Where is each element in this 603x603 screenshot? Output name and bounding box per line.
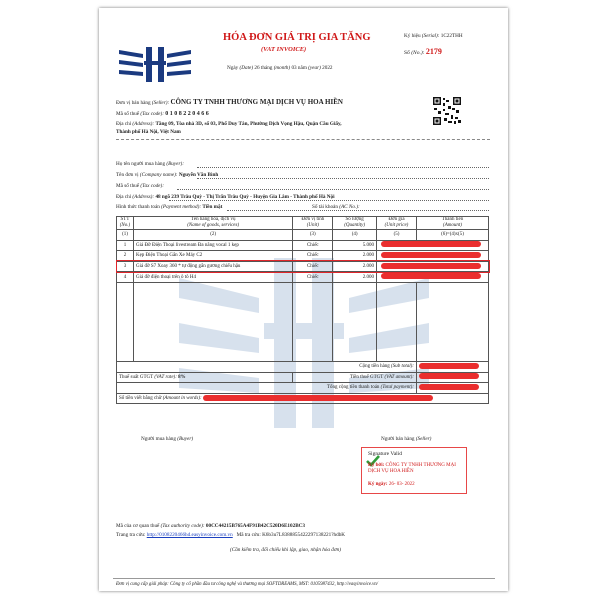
row-no: 2 bbox=[117, 251, 134, 262]
row-qty: 2.000 bbox=[333, 251, 377, 262]
subtotal-label: Cộng tiền hàng (Sub total): bbox=[117, 361, 417, 372]
lookup-site-link[interactable]: http://0108220466hd.easyinvoice.com.vn bbox=[146, 532, 233, 538]
row-no: 1 bbox=[117, 240, 134, 251]
invoice-page bbox=[99, 8, 508, 591]
vat-row bbox=[117, 372, 489, 383]
header-name: Tên hàng hóa, dịch vụ (Name of goods, services) bbox=[133, 217, 292, 230]
qr-code bbox=[432, 96, 462, 126]
redacted-vat bbox=[416, 372, 488, 383]
lookup-note: (Cần kiểm tra, đối chiếu khi lập, giao, nhận hóa đơn) bbox=[230, 547, 341, 553]
seller-address-line2: Thành phố Hà Nội, Việt Nam bbox=[116, 129, 181, 135]
items-table bbox=[116, 216, 489, 404]
vat-amount-label: Tiền thuế GTGT (VAT amount): bbox=[293, 372, 417, 383]
buyer-company-row: Tên đơn vị (Company name): Nguyễn Văn Bình bbox=[116, 172, 219, 178]
redacted-amount bbox=[377, 251, 489, 262]
invoice-number: Số (No.): 2179 bbox=[404, 47, 442, 56]
seller-address-row: Địa chỉ (Address): Tầng 09, Tòa nhà 3D, số 03, Phố Duy Tân, Phường Dịch Vọng Hậu, Quận Cầu Giấy, bbox=[116, 121, 342, 127]
header-no: STT (No.) bbox=[117, 217, 134, 230]
row-name: Giá đỡ S7 Xoay 360 * tự động gắn gương chiếu hậu bbox=[133, 261, 292, 272]
invoice-title: HÓA ĐƠN GIÁ TRỊ GIA TĂNG bbox=[223, 32, 371, 43]
buyer-person-row: Họ tên người mua hàng (Buyer): bbox=[116, 161, 184, 167]
col-num: (2) bbox=[133, 230, 292, 241]
col-num: (4) bbox=[333, 230, 377, 241]
table-row bbox=[117, 251, 489, 262]
buyer-address-line bbox=[169, 200, 489, 201]
seller-tax-row: Mã số thuế (Tax code): 0 1 0 8 2 2 0 4 6 6 bbox=[116, 111, 209, 117]
lookup-site: Trang tra cứu: http://0108220466hd.easyinvoice.com.vn Mã tra cứu: K6b3u7L8388855422297138221?hdbK bbox=[116, 532, 346, 538]
row-name: Kẹp Điện Thoại Gắn Xe Máy C2 bbox=[133, 251, 292, 262]
table-empty-area bbox=[117, 282, 489, 361]
total-label: Tổng cộng tiền thanh toán (Total payment): bbox=[117, 383, 417, 394]
vat-rate: Thuế suất GTGT (VAT rate): 8% bbox=[117, 372, 293, 383]
redacted-amount bbox=[377, 240, 489, 251]
signed-by: Ký bởi: CÔNG TY TNHH THƯƠNG MẠI DỊCH VỤ HOA HIỀN bbox=[368, 463, 456, 475]
buyer-tax-row: Mã số thuế (Tax code): bbox=[116, 183, 164, 189]
row-unit: Chiếc bbox=[293, 272, 333, 283]
row-no: 3 bbox=[117, 261, 134, 272]
redacted-amount bbox=[377, 272, 489, 283]
seller-signature-label: Người bán hàng (Seller) bbox=[381, 436, 432, 442]
buyer-account-row: Số tài khoản (AC No.): bbox=[312, 204, 360, 210]
row-qty: 2.000 bbox=[333, 261, 377, 272]
buyer-signature-label: Người mua hàng (Buyer) bbox=[141, 436, 194, 442]
footer-divider bbox=[113, 578, 495, 579]
invoice-date: Ngày (Date) 26 tháng (month) 03 năm (year) 2022 bbox=[227, 65, 333, 71]
seller-buyer-divider bbox=[116, 139, 490, 140]
tax-authority-code: Mã của cơ quan thuế (Tax authority code): 00CC44215B765A4F91B42C520D6E102BC3 bbox=[116, 523, 306, 529]
table-number-row bbox=[117, 230, 489, 241]
buyer-address-row: Địa chỉ (Address): 48 ngõ 239 Trâu Quỳ - Thị Trấn Trâu Quỳ - Huyện Gia Lâm - Thành phố Hà Nội bbox=[116, 194, 335, 200]
buyer-tax-line bbox=[177, 189, 489, 190]
table-row bbox=[117, 240, 489, 251]
invoice-subtitle: (VAT INVOICE) bbox=[261, 46, 307, 53]
subtotal-row bbox=[117, 361, 489, 372]
col-num: (6)=(4)x(5) bbox=[416, 230, 488, 241]
total-row bbox=[117, 383, 489, 394]
buyer-company-line bbox=[197, 178, 489, 179]
signed-date: Ký ngày: 26- 03- 2022 bbox=[368, 482, 415, 487]
row-qty: 2.000 bbox=[333, 272, 377, 283]
redacted-amount bbox=[377, 261, 489, 272]
header-unit: Đơn vị tính (Unit) bbox=[293, 217, 333, 230]
table-row-highlighted bbox=[117, 261, 489, 272]
amount-in-words: Số tiền viết bằng chữ (Amount in words): bbox=[117, 393, 489, 404]
buyer-payment-line bbox=[227, 210, 489, 211]
redacted-subtotal bbox=[416, 361, 488, 372]
header-qty: Số lượng (Quantity) bbox=[333, 217, 377, 230]
footer-text: Đơn vị cung cấp giải pháp: Công ty cổ phần đầu tư công nghệ và thương mại SOFTDREAMS, MST: 0105987432, http://easyinvoice.vn/ bbox=[116, 582, 379, 587]
seller-name-row: Đơn vị bán hàng (Seller): CÔNG TY TNHH THƯƠNG MẠI DỊCH VỤ HOA HIỀN bbox=[116, 98, 343, 106]
signature-valid: Signature Valid bbox=[368, 451, 402, 457]
table-row bbox=[117, 272, 489, 283]
row-unit: Chiếc bbox=[293, 240, 333, 251]
row-name: Giá Đỡ Điện Thoại livestream Đa năng vocal 1 kẹp bbox=[133, 240, 292, 251]
row-unit: Chiếc bbox=[293, 251, 333, 262]
col-num: (1) bbox=[117, 230, 134, 241]
row-qty: 5.000 bbox=[333, 240, 377, 251]
company-logo bbox=[117, 44, 193, 84]
redacted-total bbox=[416, 383, 488, 394]
buyer-payment-row: Hình thức thanh toán (Payment method): Tiền mặt bbox=[116, 204, 223, 210]
signature-stamp bbox=[361, 447, 467, 494]
invoice-serial: Ký hiệu (Serial): 1C22THH bbox=[404, 33, 463, 39]
col-num: (5) bbox=[377, 230, 417, 241]
row-name: Giá đỡ điện thoại trên ô tô H4 bbox=[133, 272, 292, 283]
table-header-row bbox=[117, 217, 489, 230]
header-amount: Thành tiền (Amount) bbox=[416, 217, 488, 230]
row-unit: Chiếc bbox=[293, 261, 333, 272]
buyer-person-line bbox=[197, 167, 489, 168]
col-num: (3) bbox=[293, 230, 333, 241]
row-no: 4 bbox=[117, 272, 134, 283]
header-price: Đơn giá (Unit price) bbox=[377, 217, 417, 230]
words-row bbox=[117, 393, 489, 404]
